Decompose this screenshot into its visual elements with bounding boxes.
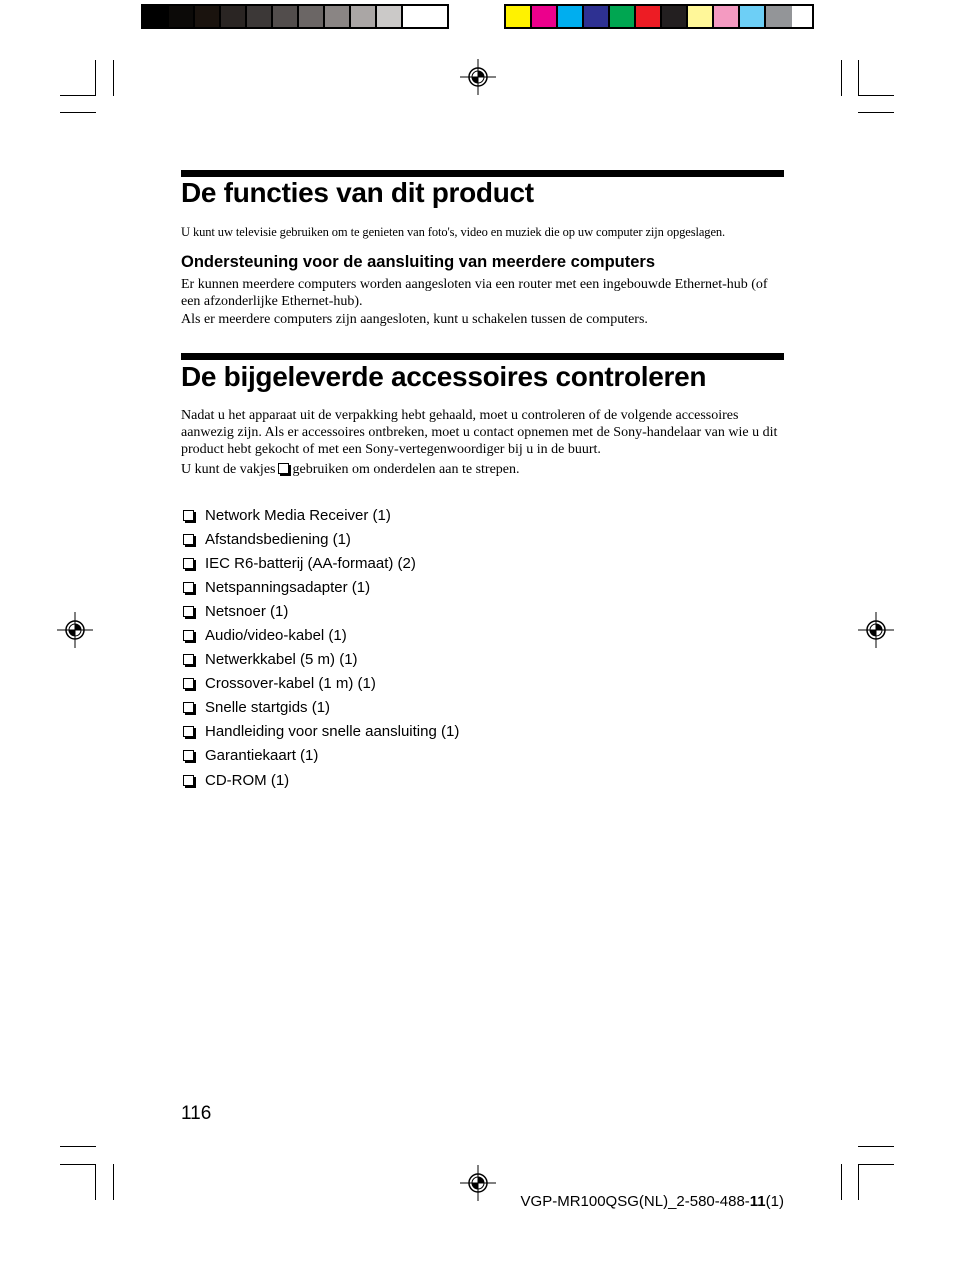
checkbox-icon[interactable] <box>183 558 194 569</box>
registration-mark <box>57 612 93 648</box>
checkbox-icon[interactable] <box>183 702 194 713</box>
accessory-label: Afstandsbediening (1) <box>205 530 351 548</box>
accessory-label: Netwerkkabel (5 m) (1) <box>205 651 358 669</box>
grayscale-calibration-bar <box>141 4 449 29</box>
color-swatch <box>299 6 325 27</box>
color-swatch <box>766 6 792 27</box>
color-swatch <box>636 6 662 27</box>
subheading: Ondersteuning voor de aansluiting van meerdere computers <box>181 253 656 271</box>
crop-mark <box>858 112 894 113</box>
registration-mark <box>460 59 496 95</box>
crop-mark <box>858 60 859 96</box>
crop-mark <box>858 95 894 96</box>
crop-mark <box>858 1146 894 1147</box>
color-swatch <box>325 6 351 27</box>
color-swatch <box>714 6 740 27</box>
checkbox-icon[interactable] <box>183 510 194 521</box>
color-swatch <box>558 6 584 27</box>
paragraph: Nadat u het apparaat uit de verpakking hebt gehaald, moet u controleren of de volgende accessoires aanwezig zijn. Als er accessoires ontbreken, moet u contact opnemen met de Sony-handelaar van wie u dit product hebt gekocht of met een Sony-vertegenwoordiger bij u in de buurt. <box>181 408 778 457</box>
checkbox-icon[interactable] <box>183 630 194 641</box>
color-swatch <box>688 6 714 27</box>
crop-mark <box>60 95 96 96</box>
checkbox-note-text: gebruiken om onderdelen aan te strepen. <box>292 462 520 477</box>
accessory-label: Crossover-kabel (1 m) (1) <box>205 675 376 693</box>
accessory-label: IEC R6-batterij (AA-formaat) (2) <box>205 554 416 572</box>
paragraph: Er kunnen meerdere computers worden aangesloten via een router met een ingebouwde Ethernet-hub (of een afzonderlijke Ethernet-hub). <box>181 277 768 309</box>
crop-mark <box>60 112 96 113</box>
checkbox-note <box>181 461 786 478</box>
checkbox-icon[interactable] <box>183 678 194 689</box>
section-title: De functies van dit product <box>181 177 534 208</box>
crop-mark <box>60 1146 96 1147</box>
accessory-label: Network Media Receiver (1) <box>205 506 391 524</box>
accessory-item <box>181 575 459 599</box>
accessory-item <box>181 599 459 623</box>
registration-mark <box>858 612 894 648</box>
accessory-label: Garantiekaart (1) <box>205 747 319 765</box>
section-rule <box>181 170 784 177</box>
color-swatch <box>662 6 688 27</box>
checkbox-icon[interactable] <box>183 582 194 593</box>
accessory-label: Netspanningsadapter (1) <box>205 578 371 596</box>
crop-mark <box>841 60 842 96</box>
checkbox-icon[interactable] <box>183 654 194 665</box>
accessory-item <box>181 623 459 647</box>
crop-mark <box>858 1164 894 1165</box>
color-swatch <box>221 6 247 27</box>
checkbox-icon[interactable] <box>183 726 194 737</box>
color-swatch <box>273 6 299 27</box>
accessory-item <box>181 696 459 720</box>
color-swatch <box>610 6 636 27</box>
accessory-item <box>181 672 459 696</box>
crop-mark <box>113 1164 114 1200</box>
accessories-list <box>181 503 459 792</box>
crop-mark <box>95 60 96 96</box>
checkbox-icon <box>278 463 289 474</box>
color-swatch <box>247 6 273 27</box>
crop-mark <box>841 1164 842 1200</box>
color-swatch <box>195 6 221 27</box>
checkbox-note-text: U kunt de vakjes <box>181 462 276 477</box>
accessory-label: Audio/video-kabel (1) <box>205 627 347 645</box>
color-swatch <box>403 6 429 27</box>
crop-mark <box>95 1164 96 1200</box>
footer-code <box>521 1193 784 1210</box>
checkbox-icon[interactable] <box>183 606 194 617</box>
footer-prefix: VGP-MR100QSG(NL)_2-580-488- <box>520 1193 750 1210</box>
crop-mark <box>858 1164 859 1200</box>
color-swatch <box>377 6 403 27</box>
paragraph: Als er meerdere computers zijn aangesloten, kunt u schakelen tussen de computers. <box>181 312 648 327</box>
footer-suffix: (1) <box>765 1193 784 1210</box>
section-title: De bijgeleverde accessoires controleren <box>181 361 707 392</box>
footer-bold: 11 <box>749 1193 766 1210</box>
accessory-label: Handleiding voor snelle aansluiting (1) <box>205 723 460 741</box>
accessory-label: CD-ROM (1) <box>205 771 290 789</box>
accessory-item <box>181 551 459 575</box>
accessory-label: Netsnoer (1) <box>205 602 289 620</box>
color-swatch <box>143 6 169 27</box>
color-swatch <box>740 6 766 27</box>
section-rule <box>181 353 784 360</box>
crop-mark <box>60 1164 96 1165</box>
accessory-item <box>181 648 459 672</box>
accessory-item <box>181 503 459 527</box>
accessory-label: Snelle startgids (1) <box>205 699 331 717</box>
registration-mark <box>460 1165 496 1201</box>
color-calibration-bar <box>504 4 814 29</box>
intro-paragraph: U kunt uw televisie gebruiken om te genieten van foto's, video en muziek die op uw computer zijn opgeslagen. <box>181 225 726 239</box>
color-swatch <box>351 6 377 27</box>
accessory-item <box>181 527 459 551</box>
checkbox-icon[interactable] <box>183 750 194 761</box>
accessory-item <box>181 744 459 768</box>
accessory-item <box>181 768 459 792</box>
checkbox-icon[interactable] <box>183 534 194 545</box>
color-swatch <box>169 6 195 27</box>
color-swatch <box>506 6 532 27</box>
color-swatch <box>584 6 610 27</box>
accessory-item <box>181 720 459 744</box>
crop-mark <box>113 60 114 96</box>
color-swatch <box>532 6 558 27</box>
page-number: 116 <box>181 1103 212 1124</box>
checkbox-icon[interactable] <box>183 775 194 786</box>
